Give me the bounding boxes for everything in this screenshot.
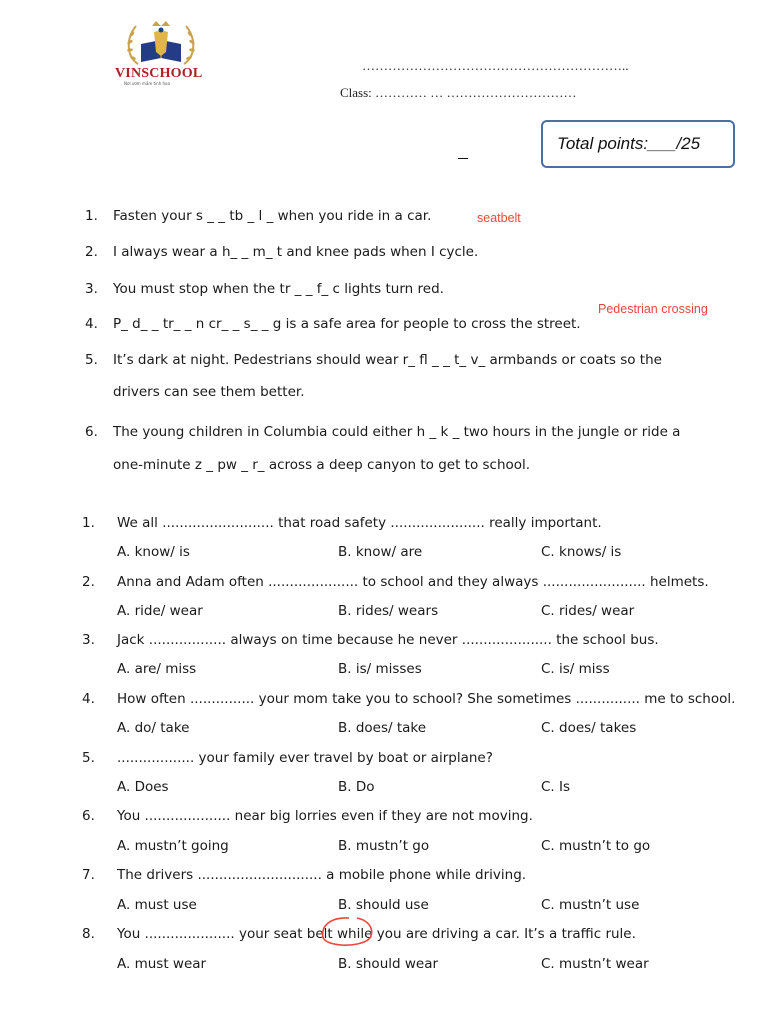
part1-number: 4.: [85, 316, 98, 332]
part2-number: 1.: [82, 515, 95, 531]
class-line: Class: ………… … …………………………: [340, 85, 577, 100]
part2-question: The drivers ............................. a mobile phone while driving.: [117, 867, 527, 883]
option-b: B. should use: [338, 897, 429, 913]
part2-number: 4.: [82, 691, 95, 707]
part1-question: I always wear a h_ _ m_ t and knee pads when I cycle.: [113, 244, 479, 260]
part1-question: Fasten your s _ _ tb _ l _ when you ride in a car.: [113, 208, 432, 224]
part1-number: 2.: [85, 244, 98, 260]
part2-number: 7.: [82, 867, 95, 883]
option-b: B. mustn’t go: [338, 838, 430, 854]
handwritten-answer-pedestrian-crossing: Pedestrian crossing: [598, 302, 708, 316]
part2-number: 2.: [82, 574, 95, 590]
part2-question: Anna and Adam often ..................... to school and they always ........................ helmets.: [117, 574, 709, 590]
part2-question: You ..................... your seat belt while you are driving a car. It’s a traffic rule.: [117, 926, 636, 942]
option-c: C. mustn’t use: [541, 897, 640, 913]
part2-question: .................. your family ever travel by boat or airplane?: [117, 750, 493, 766]
option-c: C. knows/ is: [541, 544, 622, 560]
part2-question: How often ............... your mom take you to school? She sometimes ............... me to school.: [117, 691, 736, 707]
option-c: C. Is: [541, 779, 571, 795]
option-c: C. rides/ wear: [541, 603, 635, 619]
part1-question: You must stop when the tr _ _ f_ c lights turn red.: [113, 281, 444, 297]
part1-question: It’s dark at night. Pedestrians should wear r_ fl _ _ t_ v_ armbands or coats so the: [113, 352, 662, 368]
option-a: A. mustn’t going: [117, 838, 229, 854]
option-a: A. know/ is: [117, 544, 190, 560]
option-b: B. does/ take: [338, 720, 427, 736]
total-points-box: [541, 120, 735, 168]
option-c: C. is/ miss: [541, 661, 610, 677]
option-a: A. Does: [117, 779, 169, 795]
option-c: C. does/ takes: [541, 720, 637, 736]
part1-number: 6.: [85, 424, 98, 440]
school-tagline: Nơi ươm mầm tinh hoa: [124, 81, 170, 86]
part2-question: You .................... near big lorries even if they are not moving.: [117, 808, 533, 824]
part1-number: 3.: [85, 281, 98, 297]
option-b: B. know/ are: [338, 544, 423, 560]
total-points-label: Total points:___/25: [557, 134, 701, 153]
option-c: C. mustn’t to go: [541, 838, 651, 854]
part1-question-cont: drivers can see them better.: [113, 384, 305, 400]
handwritten-circle-mark: [319, 915, 375, 949]
school-name: VINSCHOOL: [115, 66, 203, 81]
dash-mark: [458, 158, 468, 159]
part1-question-cont: one-minute z _ pw _ r_ across a deep canyon to get to school.: [113, 457, 531, 473]
part2-number: 8.: [82, 926, 95, 942]
option-a: A. ride/ wear: [117, 603, 203, 619]
option-a: A. do/ take: [117, 720, 190, 736]
option-b: B. Do: [338, 779, 375, 795]
part2-number: 6.: [82, 808, 95, 824]
part2-question: We all .......................... that road safety ...................... really important.: [117, 515, 602, 531]
name-line: ……………………………………………………..: [362, 58, 629, 73]
option-a: A. must wear: [117, 956, 207, 972]
part1-question: P_ d_ _ tr_ _ n cr_ _ s_ _ g is a safe area for people to cross the street.: [113, 316, 581, 332]
option-b: B. should wear: [338, 956, 439, 972]
option-b: B. is/ misses: [338, 661, 422, 677]
option-a: A. are/ miss: [117, 661, 197, 677]
part2-number: 3.: [82, 632, 95, 648]
option-b: B. rides/ wears: [338, 603, 439, 619]
part1-question: The young children in Columbia could either h _ k _ two hours in the jungle or ride a: [113, 424, 681, 440]
option-c: C. mustn’t wear: [541, 956, 649, 972]
handwritten-answer-seatbelt: seatbelt: [477, 211, 521, 225]
part2-number: 5.: [82, 750, 95, 766]
part1-number: 1.: [85, 208, 98, 224]
part1-number: 5.: [85, 352, 98, 368]
part2-question: Jack .................. always on time because he never ..................... the school bus.: [117, 632, 659, 648]
option-a: A. must use: [117, 897, 197, 913]
